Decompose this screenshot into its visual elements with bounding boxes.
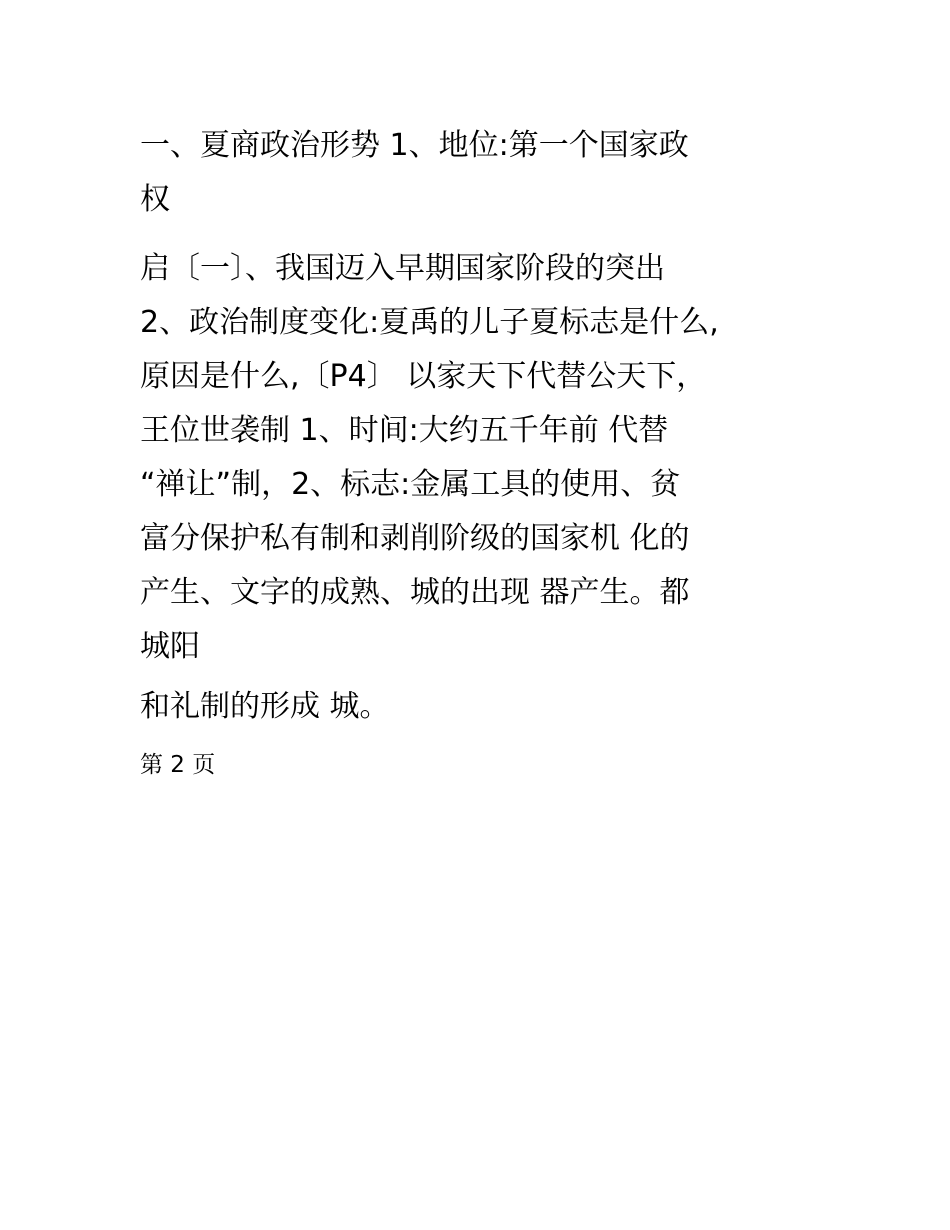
paragraph-line: 一、夏商政治形势 1、地位:第一个国家政: [140, 128, 689, 163]
paragraph-line: 城阳: [140, 629, 200, 664]
paragraph-3: [140, 680, 840, 734]
paragraph-2: [140, 242, 840, 674]
paragraph-line: 富分保护私有制和剥削阶级的国家机 化的: [140, 521, 690, 556]
page-number: 第 2 页: [140, 752, 216, 778]
paragraph-line: 和礼制的形成 城。: [140, 689, 390, 724]
paragraph-line: 王位世袭制 1、时间:大约五千年前 代替: [140, 413, 669, 448]
paragraph-line: “禅让”制，2、标志:金属工具的使用、贫: [140, 467, 681, 502]
paragraph-line: 2、政治制度变化:夏禹的儿子夏标志是什么,: [140, 305, 719, 340]
paragraph-1: [140, 119, 840, 227]
paragraph-line: 原因是什么,〔P4〕 以家天下代替公天下，: [140, 359, 707, 394]
paragraph-line: 权: [140, 182, 170, 217]
paragraph-line: 启〔一〕、我国迈入早期国家阶段的突出: [140, 251, 665, 286]
paragraph-line: 产生、文字的成熟、城的出现 器产生。都: [140, 575, 690, 610]
